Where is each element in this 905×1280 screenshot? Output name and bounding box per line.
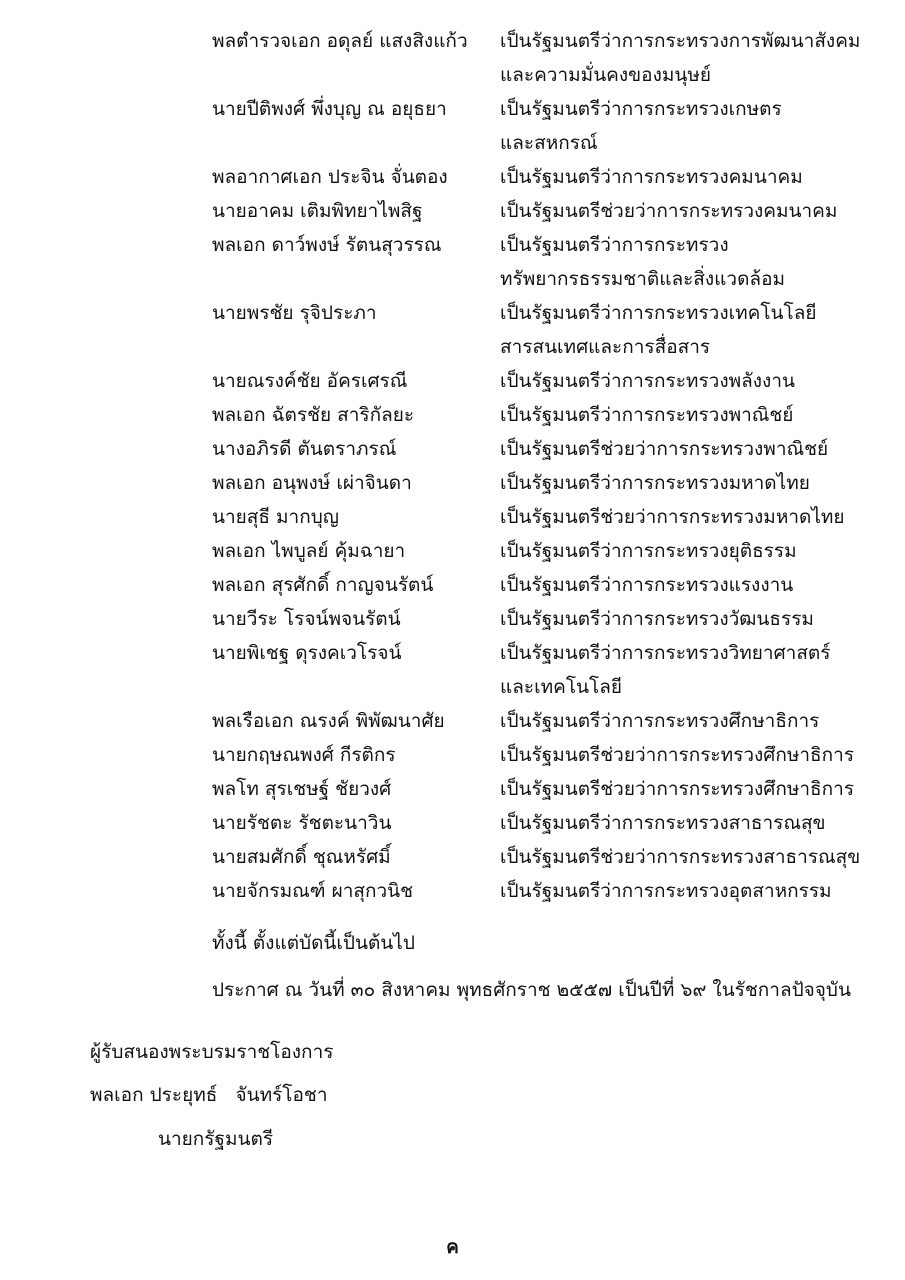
minister-name: พลเอก อนุพงษ์ เผ่าจินดา xyxy=(212,472,412,494)
minister-position: เป็นรัฐมนตรีว่าการกระทรวงเกษตร xyxy=(500,98,782,120)
minister-name: พลเอก ฉัตรชัย สาริกัลยะ xyxy=(212,404,415,426)
minister-position: เป็นรัฐมนตรีว่าการกระทรวงคมนาคม xyxy=(500,166,803,188)
minister-row xyxy=(0,26,905,86)
minister-name: นางอภิรดี ตันตราภรณ์ xyxy=(212,438,397,460)
minister-name: นายสุธี มากบุญ xyxy=(212,506,339,528)
minister-position: เป็นรัฐมนตรีว่าการกระทรวงมหาดไทย xyxy=(500,472,810,494)
minister-position: เป็นรัฐมนตรีว่าการกระทรวงพาณิชย์ xyxy=(500,404,794,426)
minister-position: เป็นรัฐมนตรีว่าการกระทรวงวัฒนธรรม xyxy=(500,608,814,630)
effective-statement: ทั้งนี้ ตั้งแต่บัดนี้เป็นต้นไป xyxy=(212,932,415,954)
minister-row xyxy=(0,570,905,604)
countersign-name: พลเอก ประยุทธ์ จันทร์โอชา xyxy=(90,1084,328,1106)
minister-row xyxy=(0,808,905,842)
countersign-label: ผู้รับสนองพระบรมราชโองการ xyxy=(90,1041,334,1063)
minister-name: นายจักรมณฑ์ ผาสุกวนิช xyxy=(212,880,414,902)
minister-name: นายปีติพงศ์ พึ่งบุญ ณ อยุธยา xyxy=(212,98,447,120)
minister-position-continued: และสหกรณ์ xyxy=(500,132,598,154)
minister-position: เป็นรัฐมนตรีว่าการกระทรวงเทคโนโลยี xyxy=(500,302,817,324)
minister-position: เป็นรัฐมนตรีว่าการกระทรวง xyxy=(500,234,729,256)
minister-name: นายณรงค์ชัย อัครเศรณี xyxy=(212,370,408,392)
minister-position: เป็นรัฐมนตรีช่วยว่าการกระทรวงมหาดไทย xyxy=(500,506,845,528)
minister-row xyxy=(0,502,905,536)
minister-name: พลอากาศเอก ประจิน จั่นตอง xyxy=(212,166,448,188)
minister-row xyxy=(0,876,905,910)
minister-name: นายกฤษณพงศ์ กีรติกร xyxy=(212,744,396,766)
minister-row xyxy=(0,468,905,502)
minister-name: พลตำรวจเอก อดุลย์ แสงสิงแก้ว xyxy=(212,30,468,52)
minister-row xyxy=(0,842,905,876)
minister-position-continued: และเทคโนโลยี xyxy=(500,676,622,698)
minister-name: นายพิเชฐ ดุรงคเวโรจน์ xyxy=(212,642,402,664)
minister-position: เป็นรัฐมนตรีว่าการกระทรวงพลังงาน xyxy=(500,370,795,392)
minister-position-continued: ทรัพยากรธรรมชาติและสิ่งแวดล้อม xyxy=(500,268,785,290)
minister-position: เป็นรัฐมนตรีช่วยว่าการกระทรวงสาธารณสุข xyxy=(500,846,861,868)
minister-name: นายสมศักดิ์ ชุณหรัศมิ์ xyxy=(212,846,391,868)
minister-position: เป็นรัฐมนตรีว่าการกระทรวงศึกษาธิการ xyxy=(500,710,820,732)
minister-position: เป็นรัฐมนตรีช่วยว่าการกระทรวงพาณิชย์ xyxy=(500,438,829,460)
minister-row xyxy=(0,230,905,290)
minister-position: เป็นรัฐมนตรีว่าการกระทรวงสาธารณสุข xyxy=(500,812,826,834)
proclamation-date: ประกาศ ณ วันที่ ๓๐ สิงหาคม พุทธศักราช ๒๕๕๗ เป็นปีที่ ๖๙ ในรัชกาลปัจจุบัน xyxy=(212,979,851,1001)
minister-row xyxy=(0,774,905,808)
minister-position: เป็นรัฐมนตรีว่าการกระทรวงอุตสาหกรรม xyxy=(500,880,832,902)
minister-row xyxy=(0,740,905,774)
minister-position: เป็นรัฐมนตรีว่าการกระทรวงการพัฒนาสังคม xyxy=(500,30,861,52)
minister-position-continued: สารสนเทศและการสื่อสาร xyxy=(500,336,711,358)
minister-row xyxy=(0,604,905,638)
minister-name: พลเอก ดาว์พงษ์ รัตนสุวรรณ xyxy=(212,234,442,256)
countersign-title: นายกรัฐมนตรี xyxy=(158,1128,274,1150)
minister-position-continued: และความมั่นคงของมนุษย์ xyxy=(500,64,712,86)
minister-name: พลโท สุรเชษฐ์ ชัยวงศ์ xyxy=(212,778,392,800)
minister-position: เป็นรัฐมนตรีช่วยว่าการกระทรวงศึกษาธิการ xyxy=(500,744,855,766)
minister-name: พลเอก สุรศักดิ์ กาญจนรัตน์ xyxy=(212,574,434,596)
minister-name: นายวีระ โรจน์พจนรัตน์ xyxy=(212,608,401,630)
minister-row xyxy=(0,706,905,740)
minister-row xyxy=(0,196,905,230)
minister-row xyxy=(0,536,905,570)
minister-position: เป็นรัฐมนตรีช่วยว่าการกระทรวงศึกษาธิการ xyxy=(500,778,855,800)
minister-row xyxy=(0,434,905,468)
minister-name: นายอาคม เติมพิทยาไพสิฐ xyxy=(212,200,423,222)
page-number: ค xyxy=(446,1236,459,1258)
minister-name: นายรัชตะ รัชตะนาวิน xyxy=(212,812,392,834)
minister-position: เป็นรัฐมนตรีว่าการกระทรวงวิทยาศาสตร์ xyxy=(500,642,831,664)
minister-position: เป็นรัฐมนตรีช่วยว่าการกระทรวงคมนาคม xyxy=(500,200,838,222)
minister-name: พลเอก ไพบูลย์ คุ้มฉายา xyxy=(212,540,406,562)
minister-name: นายพรชัย รุจิประภา xyxy=(212,302,377,324)
minister-position: เป็นรัฐมนตรีว่าการกระทรวงแรงงาน xyxy=(500,574,794,596)
minister-row xyxy=(0,298,905,358)
minister-position: เป็นรัฐมนตรีว่าการกระทรวงยุติธรรม xyxy=(500,540,797,562)
minister-row xyxy=(0,94,905,154)
minister-row xyxy=(0,400,905,434)
minister-row xyxy=(0,638,905,698)
minister-row xyxy=(0,366,905,400)
minister-name: พลเรือเอก ณรงค์ พิพัฒนาศัย xyxy=(212,710,445,732)
minister-row xyxy=(0,162,905,196)
